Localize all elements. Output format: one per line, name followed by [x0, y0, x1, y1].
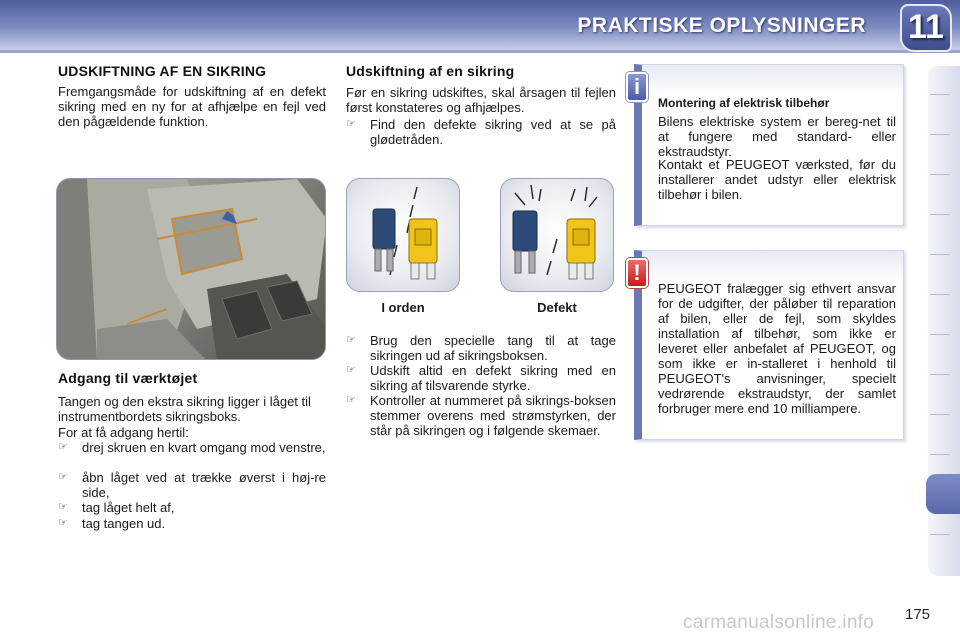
hand-pointer-icon: ☞ — [58, 471, 68, 483]
list-item: ☞ tag låget helt af, — [58, 500, 175, 515]
warning-box-band — [642, 251, 903, 281]
info-box-band — [642, 65, 903, 95]
page-number: 175 — [905, 606, 931, 623]
access-lead: For at få adgang hertil: — [58, 425, 189, 440]
fuse-box-photo — [56, 178, 326, 360]
list-item: ☞ Kontroller at nummeret på sikrings-boksen stemmer overens med strømstyrken, der står på sikringen og i følgende skemaer. — [346, 393, 616, 438]
hand-pointer-icon: ☞ — [58, 441, 68, 453]
hand-pointer-icon: ☞ — [58, 517, 68, 529]
fuse-defect-illustration — [500, 178, 614, 292]
section-heading: UDSKIFTNING AF EN SIKRING — [58, 63, 267, 79]
hand-pointer-icon: ☞ — [346, 364, 356, 376]
tab-divider — [930, 94, 950, 95]
hand-pointer-icon: ☞ — [346, 334, 356, 346]
info-box-paragraph: Bilens elektriske system er bereg-net til at fungere med standard- eller ekstraudstyr. — [658, 114, 896, 159]
list-item: ☞ tag tangen ud. — [58, 516, 166, 531]
tab-divider — [930, 334, 950, 335]
chapter-title: PRAKTISKE OPLYSNINGER — [577, 14, 866, 37]
fuse-defect-label: Defekt — [537, 300, 577, 315]
hand-pointer-icon: ☞ — [58, 501, 68, 513]
tab-divider — [930, 214, 950, 215]
list-item: ☞ Find den defekte sikring ved at se på glødetråden. — [346, 117, 616, 147]
access-paragraph: Tangen og den ekstra sikring ligger i låget til instrumentbordets sikringsboks. — [58, 394, 311, 424]
tab-divider — [930, 254, 950, 255]
chapter-number: 11 — [908, 8, 944, 46]
section-intro: Fremgangsmåde for udskiftning af en defekt sikring med en ny for at afhjælpe en fejl ved den pågældende funktion. — [58, 84, 326, 129]
list-item: ☞ Brug den specielle tang til at tage sikringen ud af sikringsboksen. — [346, 333, 616, 363]
list-item: ☞ drej skruen en kvart omgang mod venstre, — [58, 440, 326, 455]
warning-box-paragraph: PEUGEOT fralægger sig ethvert ansvar for de udgifter, der påløber til reparation af bilen, eller de fejl, som skyldes installation af tilbehør, som ikke er leveret eller anbefalet af PEUGEOT, og som ikke er in-stalleret i henhold til PEUGEOT's anvisninger, specielt vedrørende ekstraudstyr, der samlet forbruger mere end 10 milliampere. — [658, 281, 896, 416]
fuse-heading: Udskiftning af en sikring — [346, 63, 515, 79]
chapter-tab-active[interactable] — [926, 474, 960, 514]
warning-icon: ! — [626, 258, 648, 288]
info-box-title: Montering af elektrisk tilbehør — [658, 96, 830, 110]
tab-divider — [930, 534, 950, 535]
fuse-ok-label: I orden — [381, 300, 425, 315]
access-heading: Adgang til værktøjet — [58, 370, 198, 386]
tab-divider — [930, 414, 950, 415]
info-box-paragraph: Kontakt et PEUGEOT værksted, før du installerer andet udstyr eller elektrisk tilbehør i bilen. — [658, 157, 896, 202]
fuse-intro: Før en sikring udskiftes, skal årsagen til fejlen først konstateres og afhjælpes. — [346, 85, 616, 115]
list-item: ☞ Udskift altid en defekt sikring med en sikring af tilsvarende styrke. — [346, 363, 616, 393]
info-icon: i — [626, 72, 648, 102]
tab-divider — [930, 134, 950, 135]
fuse-ok-illustration — [346, 178, 460, 292]
tab-divider — [930, 374, 950, 375]
watermark: carmanualsonline.info — [683, 612, 875, 633]
hand-pointer-icon: ☞ — [346, 118, 356, 130]
tab-divider — [930, 454, 950, 455]
tab-divider — [930, 294, 950, 295]
list-item: ☞ åbn låget ved at trække øverst i høj-re side, — [58, 470, 326, 500]
header-divider — [0, 50, 960, 53]
hand-pointer-icon: ☞ — [346, 394, 356, 406]
tab-divider — [930, 174, 950, 175]
